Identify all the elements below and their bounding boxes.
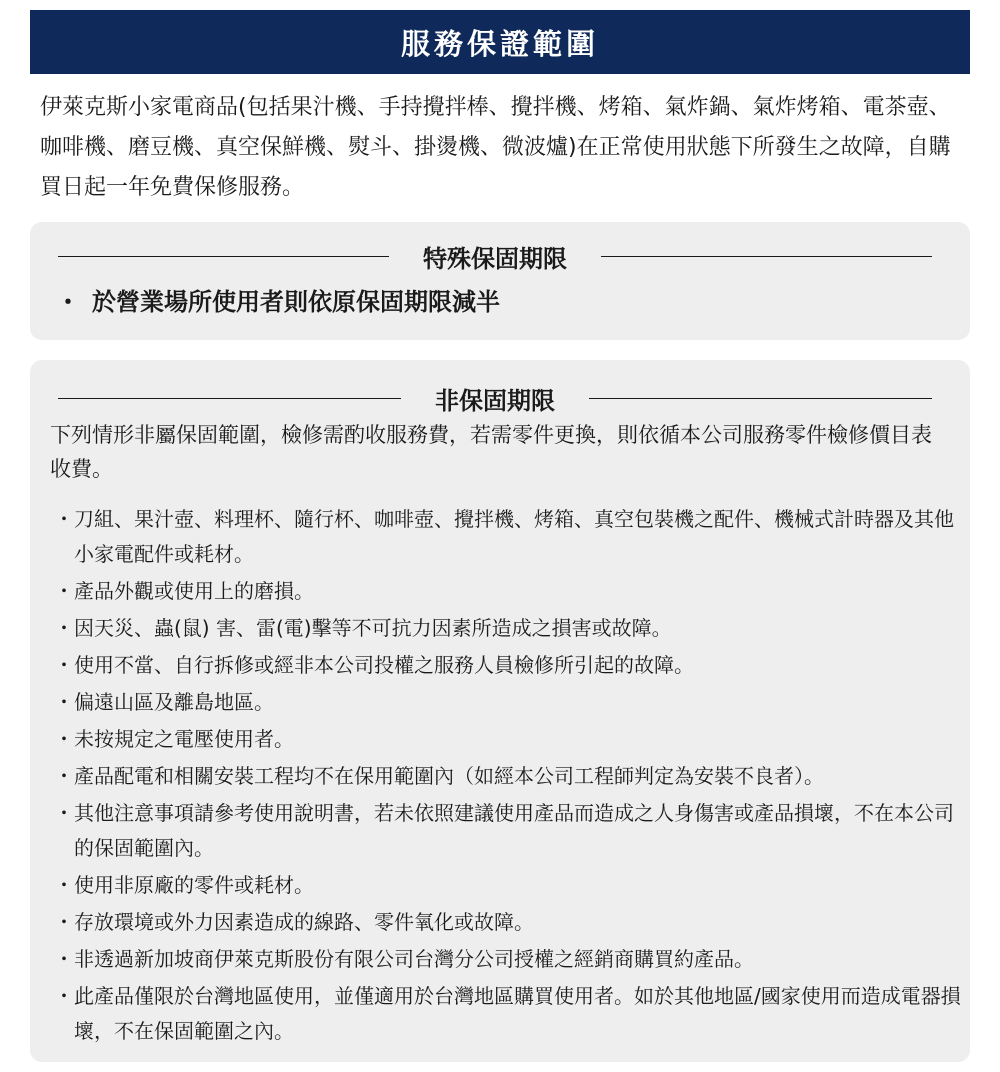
list-item [54,722,964,757]
non-warranty-list [54,502,964,1049]
list-item [54,611,964,646]
list-item-text: 產品配電和相關安裝工程均不在保用範圍內（如經本公司工程師判定為安裝不良者）。 [74,764,824,788]
bullet-icon: ・ [54,507,74,531]
special-warranty-item [56,282,500,317]
divider-right [589,398,932,399]
list-item [54,905,964,940]
bullet-icon: ・ [56,288,80,316]
list-item [54,979,964,1049]
divider-left [58,256,389,257]
non-warranty-intro: 下列情形非屬保固範圍，檢修需酌收服務費，若需零件更換，則依循本公司服務零件檢修價目表收費。 [50,423,932,481]
list-item-text: 產品外觀或使用上的磨損。 [74,579,314,603]
list-item [54,942,964,977]
list-item-text: 此產品僅限於台灣地區使用，並僅適用於台灣地區購買使用者。如於其他地區/國家使用而造成電器損壞，不在保固範圍之內。 [74,984,961,1043]
bullet-icon: ・ [54,616,74,640]
bullet-icon: ・ [54,727,74,751]
list-item-text: 未按規定之電壓使用者。 [74,727,294,751]
bullet-icon: ・ [54,801,74,825]
non-warranty-box [30,360,970,1062]
list-item-text: 因天災、蟲(鼠) 害、雷(電)擊等不可抗力因素所造成之損害或故障。 [74,616,672,640]
title-banner [30,10,970,74]
list-item-text: 非透過新加坡商伊萊克斯股份有限公司台灣分公司授權之經銷商購買約產品。 [74,947,754,971]
non-warranty-heading [58,378,932,418]
non-warranty-title: 非保固期限 [435,386,555,415]
bullet-icon: ・ [54,579,74,603]
intro-paragraph: 伊萊克斯小家電商品(包括果汁機、手持攪拌棒、攪拌機、烤箱、氣炸鍋、氣炸烤箱、電茶壺、咖啡機、磨豆機、真空保鮮機、熨斗、掛燙機、微波爐)在正常使用狀態下所發生之故障，自購買日起一年免費保修服務。 [40,95,951,200]
bullet-icon: ・ [54,947,74,971]
divider-left [58,398,401,399]
bullet-icon: ・ [54,873,74,897]
list-item-text: 使用非原廠的零件或耗材。 [74,873,314,897]
list-item [54,574,964,609]
list-item [54,796,964,866]
bullet-icon: ・ [54,690,74,714]
special-warranty-text: 於營業場所使用者則依原保固期限減半 [92,288,500,316]
list-item-text: 其他注意事項請參考使用說明書，若未依照建議使用產品而造成之人身傷害或產品損壞，不在本公司的保固範圍內。 [74,801,954,860]
divider-right [601,256,932,257]
bullet-icon: ・ [54,984,74,1008]
special-warranty-heading [58,236,932,276]
list-item [54,648,964,683]
list-item [54,685,964,720]
bullet-icon: ・ [54,653,74,677]
bullet-icon: ・ [54,910,74,934]
list-item-text: 刀組、果汁壺、料理杯、隨行杯、咖啡壺、攪拌機、烤箱、真空包裝機之配件、機械式計時器及其他小家電配件或耗材。 [74,507,954,566]
list-item [54,868,964,903]
page-title: 服務保證範圍 [400,26,599,61]
list-item [54,759,964,794]
list-item-text: 使用不當、自行拆修或經非本公司投權之服務人員檢修所引起的故障。 [74,653,694,677]
special-warranty-title: 特殊保固期限 [423,244,567,273]
bullet-icon: ・ [54,764,74,788]
list-item-text: 偏遠山區及離島地區。 [74,690,274,714]
list-item [54,502,964,572]
special-warranty-box [30,222,970,340]
list-item-text: 存放環境或外力因素造成的線路、零件氧化或故障。 [74,910,534,934]
